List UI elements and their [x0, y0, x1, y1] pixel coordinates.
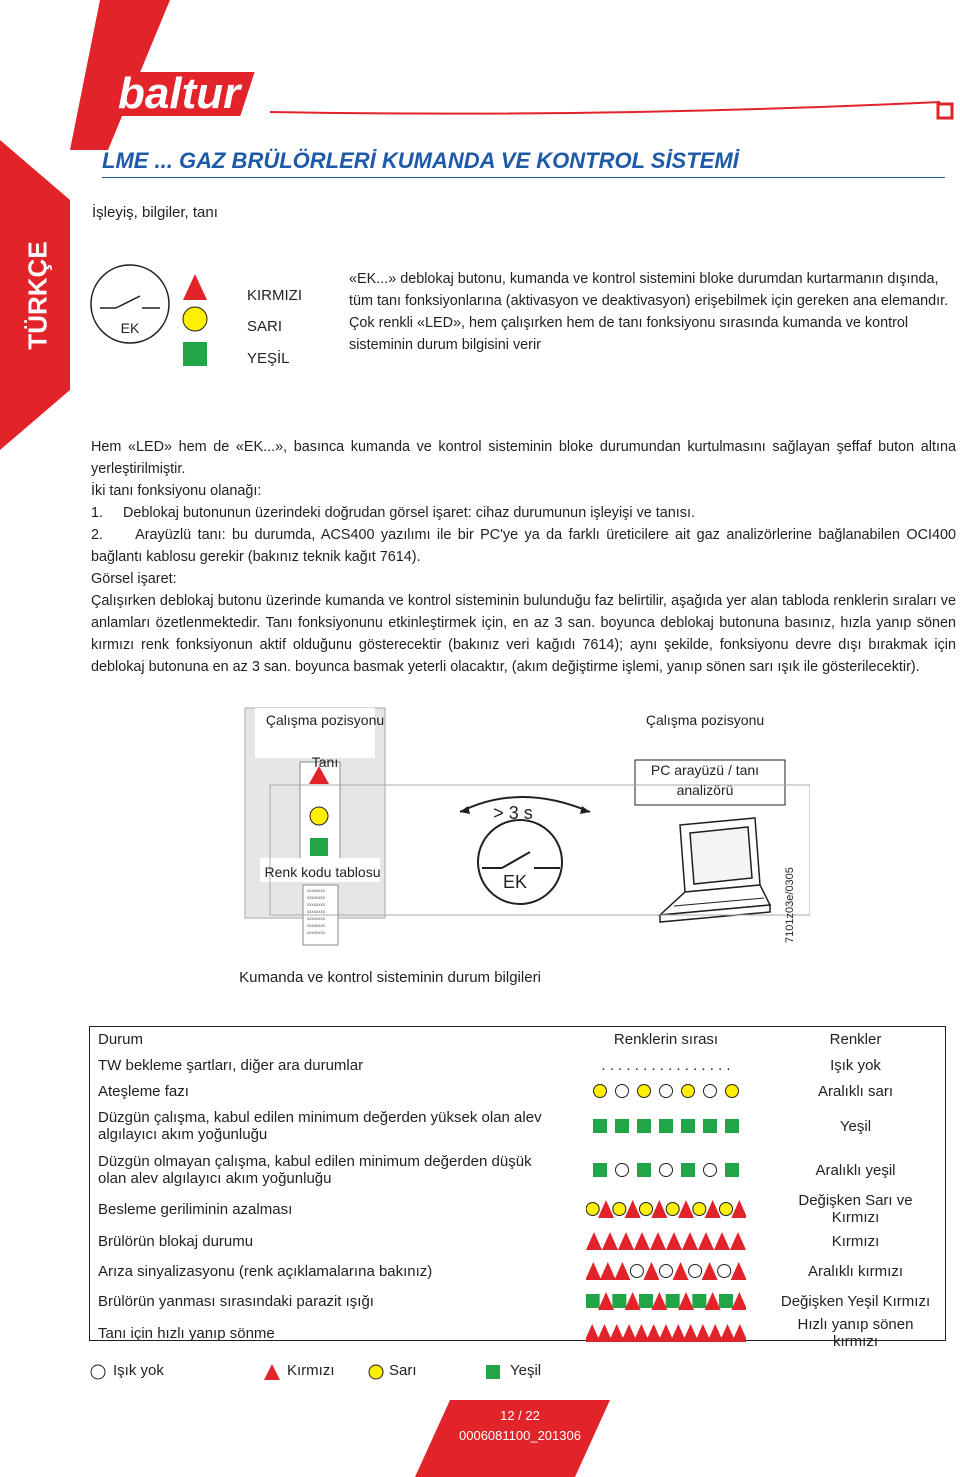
off-circle-icon — [718, 1265, 731, 1278]
row-color: Yeşil — [839, 1117, 872, 1135]
diag-label: Tanı — [311, 754, 339, 770]
red-triangle-icon — [602, 1232, 618, 1250]
red-triangle-icon — [625, 1200, 641, 1218]
red-triangle-icon — [600, 1262, 616, 1280]
table-row — [89, 1078, 946, 1104]
red-triangle-icon — [634, 1232, 650, 1250]
status-table — [89, 1026, 946, 1350]
yellow-circle-icon — [720, 1203, 733, 1216]
row-color: Değişken Yeşil Kırmızı — [780, 1292, 931, 1310]
table-row — [89, 1256, 946, 1286]
table-row — [89, 1148, 946, 1192]
pc-label: PC arayüzü / tanı analizörü — [650, 762, 760, 798]
table-row — [89, 1052, 946, 1078]
red-triangle-icon — [586, 1262, 601, 1280]
red-triangle-icon — [678, 1292, 694, 1310]
yellow-circle-icon — [638, 1085, 651, 1098]
svg-text:EK: EK — [120, 320, 140, 336]
row-color: Kırmızı — [831, 1232, 880, 1250]
left-position-label: Çalışma pozisyonu — [265, 712, 385, 728]
yellow-circle-icon — [640, 1203, 653, 1216]
row-seq — [567, 1226, 765, 1256]
legend-off: Işık yok — [113, 1362, 164, 1379]
green-square-icon — [183, 342, 207, 366]
ek-label: EK — [502, 872, 527, 892]
legend-yellow: Sarı — [389, 1362, 417, 1379]
yellow-circle-icon — [183, 307, 207, 331]
red-triangle-icon — [731, 1262, 746, 1280]
svg-text:xxxxxxxx: xxxxxxxx — [307, 923, 325, 928]
row-seq — [567, 1078, 765, 1104]
red-triangle-icon — [618, 1232, 634, 1250]
table-header-row — [89, 1026, 946, 1052]
page-number: 12 / 22 — [500, 1408, 540, 1423]
yellow-circle-icon — [594, 1085, 607, 1098]
green-square-icon — [637, 1163, 651, 1177]
red-triangle-icon — [682, 1232, 698, 1250]
green-square-icon — [593, 1119, 607, 1133]
red-triangle-icon — [614, 1262, 630, 1280]
svg-text:xxxxxxxx: xxxxxxxx — [307, 916, 325, 921]
red-triangle-icon — [598, 1292, 614, 1310]
legend-red-icon — [264, 1364, 280, 1380]
table-row — [89, 1316, 946, 1350]
svg-text:xxxxxxxx: xxxxxxxx — [307, 888, 325, 893]
row-desc: Ateşleme fazı — [98, 1082, 189, 1100]
row-seq-dots: . . . . . . . . . . . . . . . . — [601, 1056, 731, 1074]
off-circle-icon — [660, 1164, 673, 1177]
figure-caption: Kumanda ve kontrol sisteminin durum bilgileri — [239, 969, 541, 986]
red-triangle-icon — [666, 1232, 682, 1250]
laptop-icon — [660, 818, 770, 922]
green-square-icon — [593, 1163, 607, 1177]
document-code: 0006081100_201306 — [459, 1428, 581, 1443]
green-square-icon — [725, 1163, 739, 1177]
label-green: YEŞİL — [247, 350, 290, 367]
red-triangle-icon — [625, 1292, 641, 1310]
title-divider — [102, 177, 945, 178]
header-swoosh — [270, 102, 940, 114]
sequence-symbols — [586, 1291, 746, 1311]
diagram — [230, 700, 810, 960]
row-color: Değişken Sarı ve Kırmızı — [798, 1192, 913, 1226]
yellow-circle-icon — [586, 1203, 599, 1216]
logo: baltur — [118, 69, 241, 118]
intro-illustration — [88, 262, 263, 372]
row-seq — [567, 1286, 765, 1316]
red-triangle-icon — [705, 1292, 721, 1310]
sequence-symbols — [589, 1081, 743, 1101]
red-triangle-icon — [698, 1232, 714, 1250]
green-square-icon — [725, 1119, 739, 1133]
off-circle-icon — [630, 1265, 643, 1278]
green-square-icon — [637, 1119, 651, 1133]
row-color: Hızlı yanıp sönen kırmızı — [797, 1316, 914, 1350]
table-row — [89, 1226, 946, 1256]
right-position-label: Çalışma pozisyonu — [645, 712, 765, 728]
sequence-symbols — [586, 1231, 746, 1251]
row-desc: TW bekleme şartları, diğer ara durumlar — [98, 1056, 364, 1074]
header-status: Durum — [98, 1030, 144, 1048]
svg-text:xxxxxxxx: xxxxxxxx — [307, 895, 325, 900]
yellow-circle-icon — [726, 1085, 739, 1098]
paragraph-led: Hem «LED» hem de «EK...», basınca kumanda ve kontrol sisteminin bloke durumundan kurtulmasını sağlayan şeffaf buton altına yerleştirilmiştir. — [91, 439, 956, 477]
red-triangle-icon — [678, 1200, 694, 1218]
yellow-circle-icon — [682, 1085, 695, 1098]
header-sequence: Renklerin sırası — [613, 1030, 719, 1048]
green-square-icon — [586, 1294, 600, 1308]
paragraph-visual-heading: Görsel işaret: — [91, 571, 177, 587]
row-desc: Arıza sinyalizasyonu (renk açıklamalarına bakınız) — [98, 1262, 433, 1280]
green-square-icon — [703, 1119, 717, 1133]
sequence-symbols — [589, 1160, 743, 1180]
off-circle-icon — [616, 1164, 629, 1177]
yellow-circle-icon — [613, 1203, 626, 1216]
row-color: Aralıklı sarı — [817, 1082, 893, 1100]
table-row — [89, 1104, 946, 1148]
red-triangle-icon — [702, 1262, 718, 1280]
header-marker — [938, 104, 952, 118]
language-label: TÜRKÇE — [22, 241, 53, 350]
green-square-icon — [659, 1119, 673, 1133]
red-triangle-icon — [651, 1292, 667, 1310]
paragraph-item-2: 2. Arayüzlü tanı: bu durumda, ACS400 yazılımı ile bir PC'ye ya da farklı üreticilere ait gaz analizörlerine bağlanabilen OCI400 bağlantı kablosu gerekir (bakınız teknik kağıt 7614). — [91, 527, 956, 565]
row-desc: Besleme geriliminin azalması — [98, 1200, 293, 1218]
legend-red: Kırmızı — [287, 1362, 335, 1379]
label-red: KIRMIZI — [247, 287, 302, 304]
red-triangle-icon — [586, 1232, 602, 1250]
paragraph-diag-options: İki tanı fonksiyonu olanağı: — [91, 483, 262, 499]
row-seq — [567, 1192, 765, 1226]
off-circle-icon — [689, 1265, 702, 1278]
red-triangle-icon — [650, 1232, 666, 1250]
figure-code: 7101z03e/0305 — [784, 867, 796, 943]
red-triangle-icon — [651, 1200, 667, 1218]
red-triangle-icon — [183, 274, 207, 300]
green-square-icon — [719, 1294, 733, 1308]
legend-green-icon — [486, 1365, 500, 1379]
off-circle-icon — [616, 1085, 629, 1098]
sequence-symbols — [589, 1116, 743, 1136]
red-triangle-icon — [598, 1200, 614, 1218]
color-table-label: Renk kodu tablosu — [264, 864, 381, 880]
led-green-icon — [310, 838, 328, 856]
paragraph-visual: Çalışırken deblokaj butonu üzerinde kumanda ve kontrol sisteminin bulunduğu faz belirtilir, aşağıda yer alan tabloda renklerin sıraları ve anlamları özetlenmektedir. Tanı fonksiyonunu etkinleştirmek için, en az 3 san. boyunca deblokaj butonuna basınız, hızla yanıp sönen kırmızı renk fonksiyonun aktif olduğunu gösterecektir (bakınız veri kağıdı 7614); aynı şekilde, fonksiyonu devre dışı bırakmak için deblokaj butonuna en az 3 san. boyunca basmak yeterli olacaktır, (akım değiştirme işlemi, yanıp sönen sarı ışık ile gösterilecektir). — [91, 593, 956, 675]
row-color: Aralıklı yeşil — [815, 1161, 896, 1179]
green-square-icon — [692, 1294, 706, 1308]
table-row — [89, 1286, 946, 1316]
red-triangle-icon — [705, 1200, 721, 1218]
off-circle-icon — [660, 1085, 673, 1098]
svg-text:xxxxxxxx: xxxxxxxx — [307, 930, 325, 935]
page-title: LME ... GAZ BRÜLÖRLERİ KUMANDA VE KONTROL SİSTEMİ — [102, 148, 739, 173]
row-seq — [567, 1148, 765, 1192]
table-row — [89, 1192, 946, 1226]
row-seq — [567, 1104, 765, 1148]
red-triangle-icon — [643, 1262, 659, 1280]
row-desc: Düzgün çalışma, kabul edilen minimum değerden yüksek olan alev algılayıcı akım yoğunluğu — [98, 1109, 542, 1143]
sequence-symbols — [586, 1261, 746, 1281]
legend-off-icon — [91, 1365, 105, 1379]
yellow-circle-icon — [693, 1203, 706, 1216]
green-square-icon — [681, 1119, 695, 1133]
green-square-icon — [666, 1294, 680, 1308]
green-square-icon — [681, 1163, 695, 1177]
red-triangle-icon — [673, 1262, 689, 1280]
red-triangle-icon — [714, 1232, 730, 1250]
intro-text: «EK...» deblokaj butonu, kumanda ve kontrol sistemini bloke durumdan kurtarmanın dışında, tüm tanı fonksiyonlarına (aktivasyon ve deaktivasyon) erişebilmek için gereken ana elemandır. Çok renkli «LED», hem çalışırken hem de tanı fonksiyonu sırasında kumanda ve kontrol sisteminin durum bilgisini verir — [349, 271, 949, 353]
header-band — [0, 0, 960, 150]
off-circle-icon — [660, 1265, 673, 1278]
led-yellow-icon — [310, 807, 328, 825]
green-square-icon — [639, 1294, 653, 1308]
sequence-symbols — [586, 1199, 746, 1219]
header-colors: Renkler — [829, 1030, 882, 1048]
row-desc: Brülörün blokaj durumu — [98, 1232, 254, 1250]
green-square-icon — [615, 1119, 629, 1133]
red-triangle-icon — [730, 1232, 746, 1250]
sequence-symbols — [586, 1323, 746, 1343]
svg-text:xxxxxxxx: xxxxxxxx — [307, 902, 325, 907]
yellow-circle-icon — [666, 1203, 679, 1216]
row-desc: Tanı için hızlı yanıp sönme — [98, 1324, 275, 1342]
red-triangle-icon — [731, 1200, 746, 1218]
row-color: Aralıklı kırmızı — [807, 1262, 903, 1280]
svg-text:xxxxxxxx: xxxxxxxx — [307, 909, 325, 914]
red-triangle-icon — [731, 1292, 746, 1310]
green-square-icon — [612, 1294, 626, 1308]
red-triangle-icon — [732, 1324, 746, 1342]
label-yellow: SARI — [247, 318, 283, 335]
off-circle-icon — [704, 1085, 717, 1098]
row-seq — [567, 1256, 765, 1286]
paragraph-item-1: 1. Deblokaj butonunun üzerindeki doğrudan görsel işaret: cihaz durumunun işleyişi ve tanısı. — [91, 505, 695, 521]
row-color: Işık yok — [830, 1056, 881, 1074]
row-desc: Brülörün yanması sırasındaki parazit ışığı — [98, 1292, 374, 1310]
legend-yellow-icon — [369, 1365, 383, 1379]
page-subtitle: İşleyiş, bilgiler, tanı — [92, 204, 218, 221]
row-desc: Düzgün olmayan çalışma, kabul edilen minimum değerden düşük olan alev algılayıcı akım yoğunluğu — [98, 1153, 532, 1187]
row-seq — [567, 1316, 765, 1350]
off-circle-icon — [704, 1164, 717, 1177]
time-label: > 3 s — [493, 803, 533, 823]
legend-green: Yeşil — [510, 1362, 542, 1379]
